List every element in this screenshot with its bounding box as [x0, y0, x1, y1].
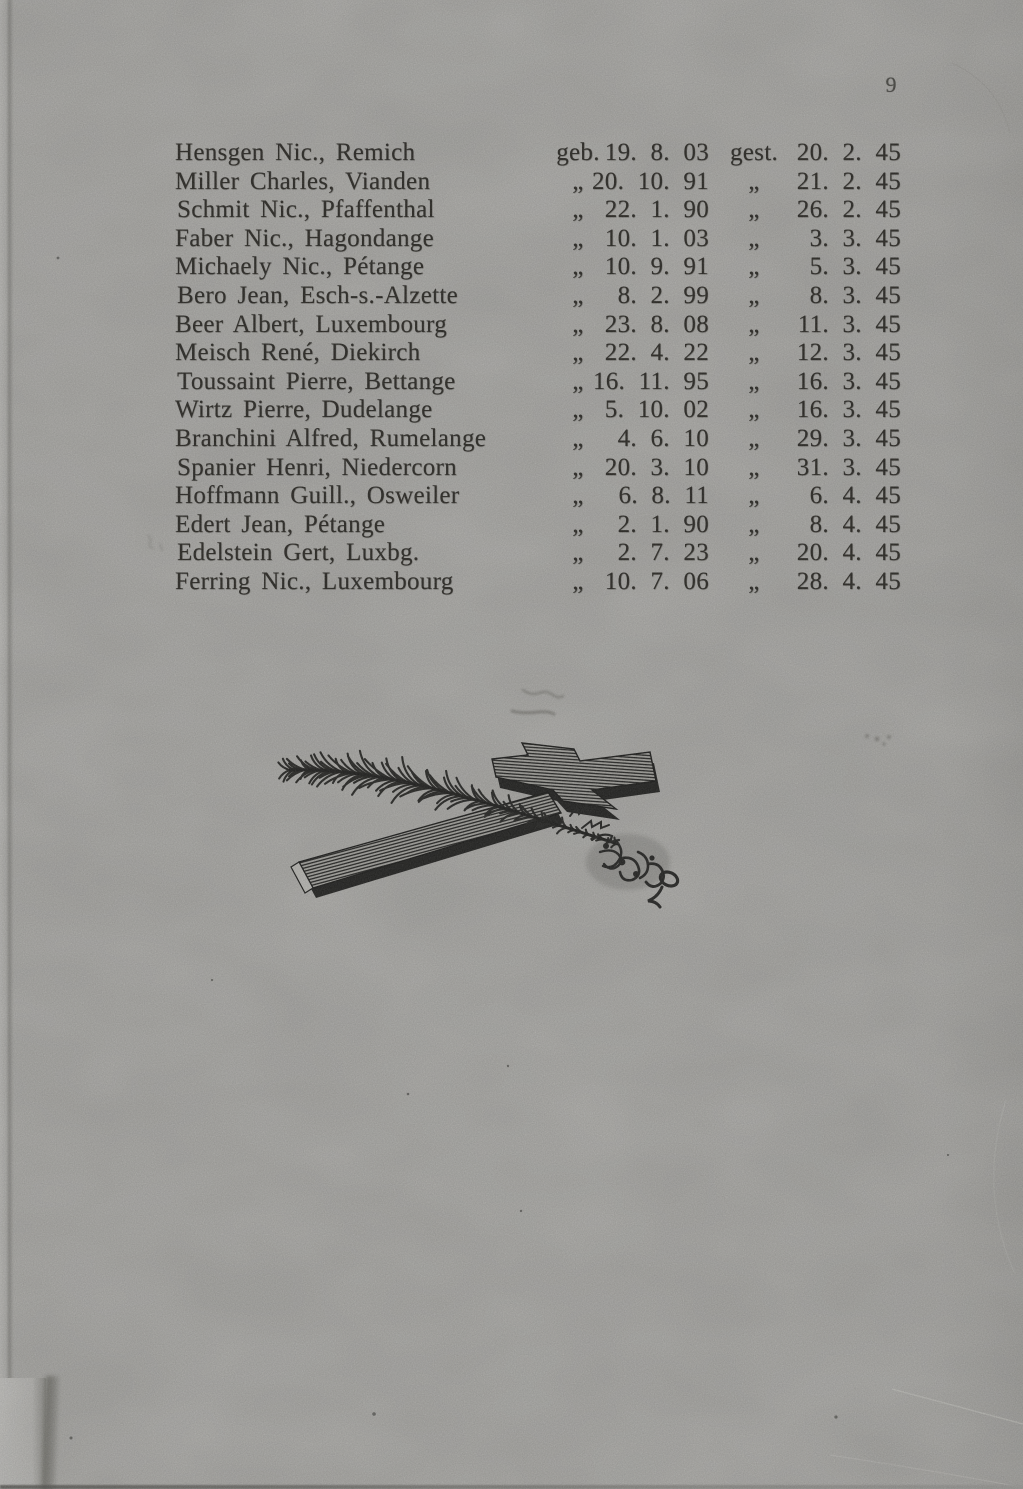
record-name: Meisch René, Diekirch: [175, 339, 421, 367]
record-died-label: „: [748, 510, 760, 538]
record-died-label: „: [748, 310, 760, 338]
record-death-date: 21. 2. 45: [796, 167, 901, 195]
record-birth-date: 16. 11. 95: [592, 367, 709, 395]
record-name: Faber Nic., Hagondange: [175, 224, 434, 252]
record-birth-date: 6. 8. 11: [618, 482, 709, 510]
record-died-label: „: [748, 453, 760, 481]
record-born-label: „: [572, 253, 584, 281]
record-name: Toussaint Pierre, Bettange: [177, 367, 456, 395]
record-birth-date: 10. 7. 06: [604, 567, 709, 595]
record-death-date: 31. 3. 45: [796, 453, 901, 481]
record-death-date: 12. 3. 45: [796, 339, 901, 367]
bottom-scan-edge: [0, 1485, 1023, 1489]
record-row: [0, 568, 1023, 597]
record-died-label: „: [748, 196, 760, 224]
record-birth-date: 23. 8. 08: [604, 310, 709, 338]
record-birth-date: 19. 8. 03: [604, 139, 709, 166]
record-name: Wirtz Pierre, Dudelange: [175, 396, 433, 424]
record-name: Hoffmann Guill., Osweiler: [175, 482, 460, 510]
record-row: [0, 253, 1023, 282]
record-died-label: „: [748, 482, 760, 510]
record-row: [0, 539, 1023, 568]
record-row: [0, 425, 1023, 454]
record-name: Edert Jean, Pétange: [175, 510, 386, 538]
record-born-label: „: [572, 167, 584, 195]
record-died-label: gest.: [729, 139, 779, 166]
record-born-label: „: [572, 367, 584, 395]
record-name: Schmit Nic., Pfaffenthal: [177, 196, 435, 224]
record-death-date: 26. 2. 45: [796, 196, 901, 224]
record-row: [0, 368, 1023, 397]
record-birth-date: 20. 10. 91: [592, 167, 709, 195]
record-born-label: „: [572, 510, 584, 538]
record-birth-date: 4. 6. 10: [617, 424, 709, 452]
record-died-label: „: [748, 539, 760, 567]
record-birth-date: 22. 4. 22: [604, 339, 709, 367]
record-name: Branchini Alfred, Rumelange: [175, 424, 487, 452]
record-row: [0, 196, 1023, 225]
record-name: Michaely Nic., Pétange: [175, 253, 425, 281]
record-birth-date: 2. 7. 23: [617, 539, 709, 567]
record-row: [0, 311, 1023, 340]
record-birth-date: 8. 2. 99: [617, 281, 709, 309]
record-death-date: 8. 4. 45: [809, 510, 901, 538]
smudge-dots: [865, 734, 891, 746]
record-birth-date: 2. 1. 90: [617, 510, 709, 538]
record-born-label: „: [572, 281, 584, 309]
record-died-label: „: [748, 567, 760, 595]
record-death-date: 6. 4. 45: [809, 482, 901, 510]
record-row: [0, 454, 1023, 483]
record-died-label: „: [748, 367, 760, 395]
record-name: Beer Albert, Luxembourg: [175, 310, 448, 338]
corner-curl: [0, 1378, 46, 1489]
record-born-label: „: [572, 453, 584, 481]
record-name: Ferring Nic., Luxembourg: [175, 567, 454, 595]
record-row: [0, 511, 1023, 540]
record-name: Spanier Henri, Niedercorn: [177, 453, 457, 481]
record-row: [0, 225, 1023, 254]
record-row: [0, 139, 1023, 168]
record-death-date: 20. 4. 45: [796, 539, 901, 567]
record-death-date: 28. 4. 45: [796, 567, 901, 595]
record-died-label: „: [748, 224, 760, 252]
record-died-label: „: [748, 253, 760, 281]
records-list: [0, 139, 1023, 597]
record-row: [0, 396, 1023, 425]
record-died-label: „: [748, 396, 760, 424]
record-born-label: „: [572, 396, 584, 424]
record-birth-date: 22. 1. 90: [604, 196, 709, 224]
record-name: Miller Charles, Vianden: [175, 167, 431, 195]
record-born-label: „: [572, 482, 584, 510]
record-born-label: „: [572, 539, 584, 567]
record-death-date: 11. 3. 45: [797, 310, 901, 338]
record-birth-date: 5. 10. 02: [604, 396, 709, 424]
record-death-date: 29. 3. 45: [796, 424, 901, 452]
record-death-date: 20. 2. 45: [796, 139, 901, 166]
record-row: [0, 282, 1023, 311]
record-born-label: „: [572, 224, 584, 252]
record-born-label: „: [572, 424, 584, 452]
record-born-label: „: [572, 567, 584, 595]
record-death-date: 16. 3. 45: [796, 396, 901, 424]
record-row: [0, 482, 1023, 511]
page-number: 9: [885, 72, 897, 97]
record-death-date: 16. 3. 45: [796, 367, 901, 395]
record-born-label: „: [572, 196, 584, 224]
record-name: Edelstein Gert, Luxbg.: [177, 539, 420, 567]
record-death-date: 3. 3. 45: [809, 224, 901, 252]
record-died-label: „: [748, 424, 760, 452]
record-death-date: 5. 3. 45: [809, 253, 901, 281]
record-birth-date: 10. 9. 91: [604, 253, 709, 281]
record-born-label: geb.: [556, 139, 600, 166]
gutter-crease: [42, 1376, 59, 1489]
record-death-date: 8. 3. 45: [809, 281, 901, 309]
cross-palm-illustration: [270, 712, 700, 917]
record-row: [0, 168, 1023, 197]
record-born-label: „: [572, 339, 584, 367]
record-died-label: „: [748, 339, 760, 367]
record-died-label: „: [748, 167, 760, 195]
record-birth-date: 10. 1. 03: [604, 224, 709, 252]
record-row: [0, 339, 1023, 368]
record-name: Bero Jean, Esch-s.-Alzette: [177, 281, 458, 309]
record-born-label: „: [572, 310, 584, 338]
record-birth-date: 20. 3. 10: [604, 453, 709, 481]
record-died-label: „: [748, 281, 760, 309]
record-name: Hensgen Nic., Remich: [175, 139, 416, 166]
